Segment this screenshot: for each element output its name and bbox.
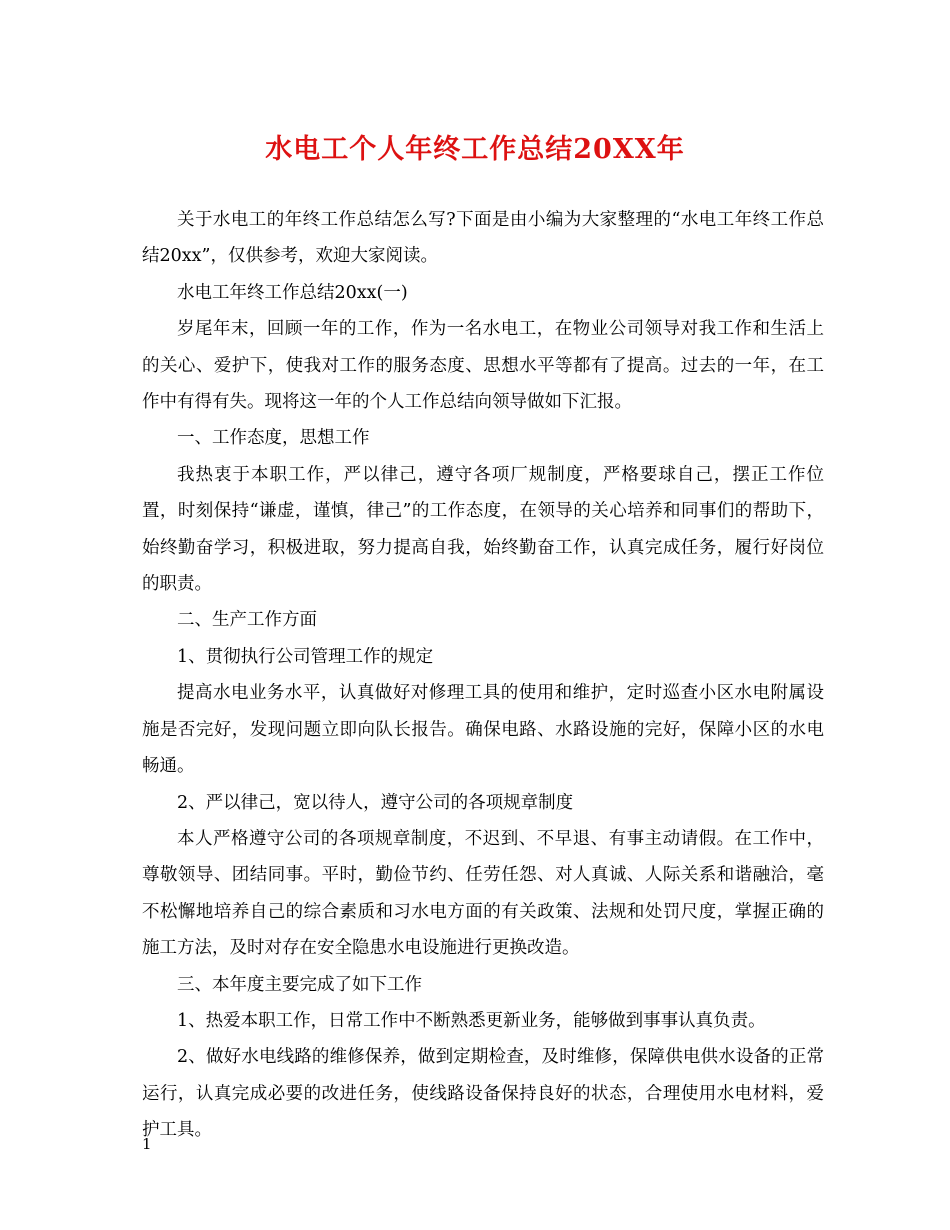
paragraph-work-attitude: 我热衷于本职工作，严以律己，遵守各项厂规制度，严格要球自己，摆正工作位置，时刻保持“谦虚，谨慎，律己”的工作态度，在领导的关心培养和同事们的帮助下，始终勤奋学习，积极进取，努力提高自我，始终勤奋工作，认真完成任务，履行好岗位的职责。 xyxy=(142,464,824,595)
paragraph-subtitle: 水电工年终工作总结20xx(一) xyxy=(177,282,408,303)
heading-item-1: 1、贯彻执行公司管理工作的规定 xyxy=(177,646,434,667)
paragraph-item-1: 提高水电业务水平，认真做好对修理工具的使用和维护，定时巡查小区水电附属设施是否完好，发现问题立即向队长报告。确保电路、水路设施的完好，保障小区的水电畅通。 xyxy=(142,683,824,777)
paragraph-overview: 岁尾年末，回顾一年的工作，作为一名水电工，在物业公司领导对我工作和生活上的关心、爱护下，使我对工作的服务态度、思想水平等都有了提高。过去的一年，在工作中有得有失。现将这一年的个人工作总结向领导做如下汇报。 xyxy=(142,319,824,413)
heading-item-2: 2、严以律己，宽以待人，遵守公司的各项规章制度 xyxy=(177,792,574,813)
document-title: 水电工个人年终工作总结20XX年 xyxy=(265,134,685,165)
paragraph-item-2: 本人严格遵守公司的各项规章制度，不迟到、不早退、有事主动请假。在工作中，尊敬领导、团结同事。平时，勤俭节约、任劳任怨、对人真诚、人际关系和谐融洽，毫不松懈地培养自己的综合素质和习水电方面的有关政策、法规和处罚尺度，掌握正确的施工方法，及时对存在安全隐患水电设施进行更换改造。 xyxy=(142,828,824,959)
page-number: 1 xyxy=(142,1135,152,1153)
paragraph-annual-2: 2、做好水电线路的维修保养，做到定期检查，及时维修，保障供电供水设备的正常运行，认真完成必要的改进任务，使线路设备保持良好的状态，合理使用水电材料，爱护工具。 xyxy=(142,1047,824,1141)
heading-production-work: 二、生产工作方面 xyxy=(177,610,317,631)
paragraph-annual-1: 1、热爱本职工作，日常工作中不断熟悉更新业务，能够做到事事认真负责。 xyxy=(177,1010,766,1031)
document-body xyxy=(142,202,824,1149)
heading-annual-work: 三、本年度主要完成了如下工作 xyxy=(177,974,422,995)
paragraph-intro: 关于水电工的年终工作总结怎么写?下面是由小编为大家整理的“水电工年终工作总结20xx”，仅供参考，欢迎大家阅读。 xyxy=(142,210,824,267)
heading-work-attitude: 一、工作态度，思想工作 xyxy=(177,428,370,449)
